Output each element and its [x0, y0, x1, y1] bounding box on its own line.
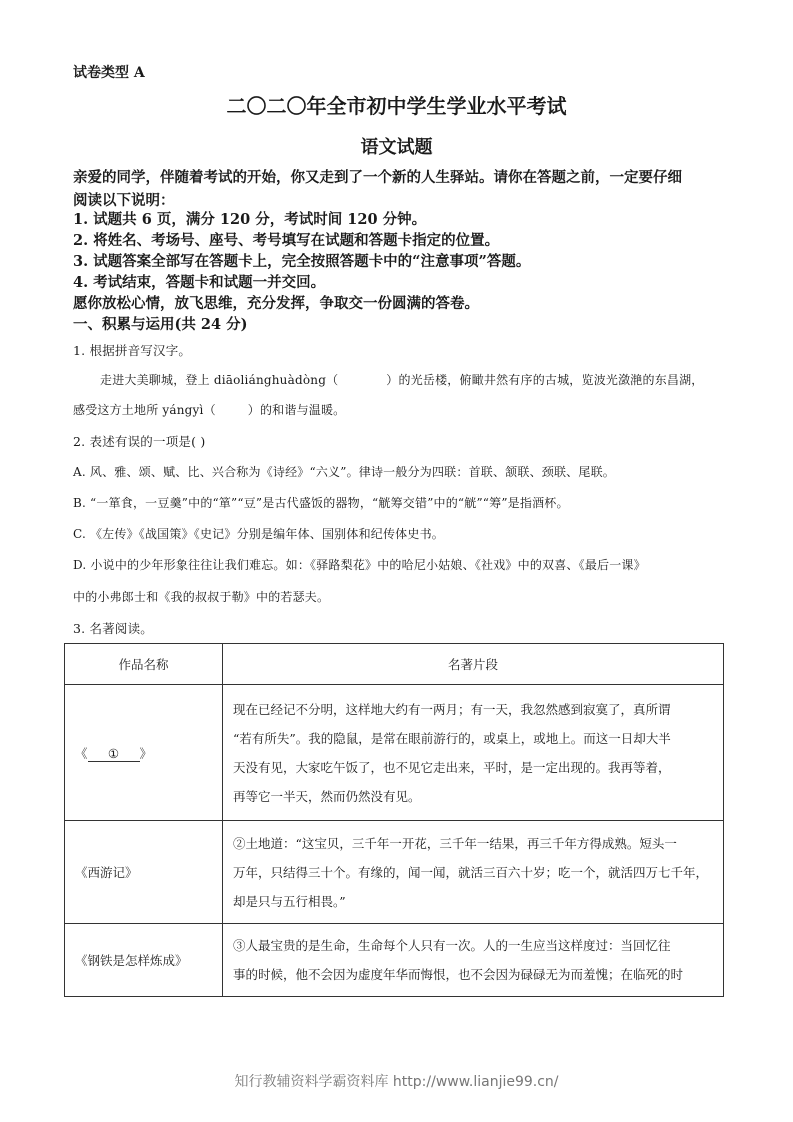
- q1-text-part3: 感受这方土地所 yángyì（: [73, 403, 216, 417]
- work-name-cell: 《钢铁是怎样炼成》: [65, 924, 223, 997]
- q2-option-a: A. 风、雅、颂、赋、比、兴合称为《诗经》“六义”。律诗一般分为四联：首联、颔联、颈联、尾联。: [73, 465, 615, 479]
- excerpt-line: ②土地道：“这宝贝，三千年一开花，三千年一结果，再三千年方得成熟。短头一: [233, 835, 677, 851]
- q2-option-b: B. “一箪食，一豆羹”中的“箪”“豆”是古代盛饭的器物，“觥筹交错”中的“觥”“筹”是指酒杯。: [73, 496, 569, 510]
- wish-line: 愿你放松心情，放飞思维，充分发挥，争取交一份圆满的答卷。: [73, 295, 479, 312]
- header-excerpt: 名著片段: [223, 644, 724, 685]
- classics-table: [64, 643, 724, 997]
- work-answer-blank[interactable]: ①: [88, 747, 140, 762]
- excerpt-line: “若有所失”。我的隐鼠，是常在眼前游行的，或桌上，或地上。而这一日却大半: [233, 730, 671, 746]
- work-name-cell: [65, 685, 223, 821]
- excerpt-line: ③人最宝贵的是生命，生命每个人只有一次。人的一生应当这样度过：当回忆往: [233, 938, 671, 953]
- q2-option-c: C. 《左传》《战国策》《史记》分别是编年体、国别体和纪传体史书。: [73, 527, 444, 541]
- q2-option-d-line-2: 中的小弗郎士和《我的叔叔于勒》中的若瑟夫。: [73, 590, 330, 604]
- paper-type-label: 试卷类型 A: [73, 65, 145, 81]
- excerpt-line: 事的时候，他不会因为虚度年华而悔恨，也不会因为碌碌无为而羞愧；在临死的时: [233, 967, 684, 982]
- excerpt-cell: [223, 821, 724, 924]
- q1-text-part1: 走进大美聊城，登上 diāoliánghuàdòng（: [100, 373, 339, 387]
- excerpt-line: 现在已经记不分明，这样地大约有一两月；有一天，我忽然感到寂寞了，真所谓: [233, 701, 671, 717]
- subject-title: 语文试题: [360, 137, 433, 158]
- excerpt-line: 却是只与五行相畏。”: [233, 893, 346, 909]
- work-bracket-close: 》: [139, 745, 153, 761]
- intro-line-2: 阅读以下说明：: [73, 192, 175, 209]
- q1-text-part2: ）的光岳楼，俯瞰井然有序的古城，览波光潋滟的东昌湖，: [386, 373, 704, 387]
- excerpt-line: 天没有见，大家吃午饭了，也不见它走出来，平时，是一定出现的。我再等着，: [233, 759, 671, 775]
- work-bracket-open: 《: [75, 745, 88, 761]
- rule-3: 3. 试题答案全部写在答题卡上，完全按照答题卡中的“注意事项”答题。: [73, 253, 531, 270]
- q1-paragraph-line-2: [73, 401, 345, 418]
- q1-stem: 1. 根据拼音写汉字。: [73, 343, 192, 358]
- header-work-name: 作品名称: [65, 644, 223, 685]
- excerpt-line: 万年，只结得三十个。有缘的，闻一闻，就活三百六十岁；吃一个，就活四万七千年，: [233, 864, 709, 880]
- q1-text-part4: ）的和谐与温暖。: [247, 403, 346, 417]
- q3-stem: 3. 名著阅读。: [73, 621, 153, 636]
- rule-1: 1. 试题共 6 页，满分 120 分，考试时间 120 分钟。: [73, 211, 427, 228]
- excerpt-cell: [223, 924, 724, 997]
- table-row: [65, 685, 724, 821]
- q2-stem: 2. 表述有误的一项是( ): [73, 434, 206, 449]
- table-header-row: [65, 644, 724, 685]
- intro-line-1: 亲爱的同学，伴随着考试的开始，你又走到了一个新的人生驿站。请你在答题之前，一定要仔细: [73, 169, 682, 186]
- exam-title: 二〇二〇年全市初中学生学业水平考试: [226, 94, 567, 118]
- rule-2: 2. 将姓名、考场号、座号、考号填写在试题和答题卡指定的位置。: [73, 232, 500, 249]
- excerpt-line: 再等它一半天，然而仍然没有见。: [233, 788, 421, 804]
- q1-paragraph-line-1: [100, 371, 704, 388]
- excerpt-cell: [223, 685, 724, 821]
- q2-option-d-line-1: D. 小说中的少年形象往往让我们难忘。如：《驿路梨花》中的哈尼小姑娘、《社戏》中的双喜、《最后一课》: [73, 558, 646, 572]
- section-1-heading: 一、积累与运用(共 24 分): [73, 316, 248, 333]
- rule-4: 4. 考试结束，答题卡和试题一并交回。: [73, 274, 326, 291]
- table-row: [65, 821, 724, 924]
- table-row: [65, 924, 724, 997]
- footer-watermark: 知行教辅资料学霸资料库 http://www.lianjie99.cn/: [234, 1074, 559, 1090]
- work-name-cell: 《西游记》: [65, 821, 223, 924]
